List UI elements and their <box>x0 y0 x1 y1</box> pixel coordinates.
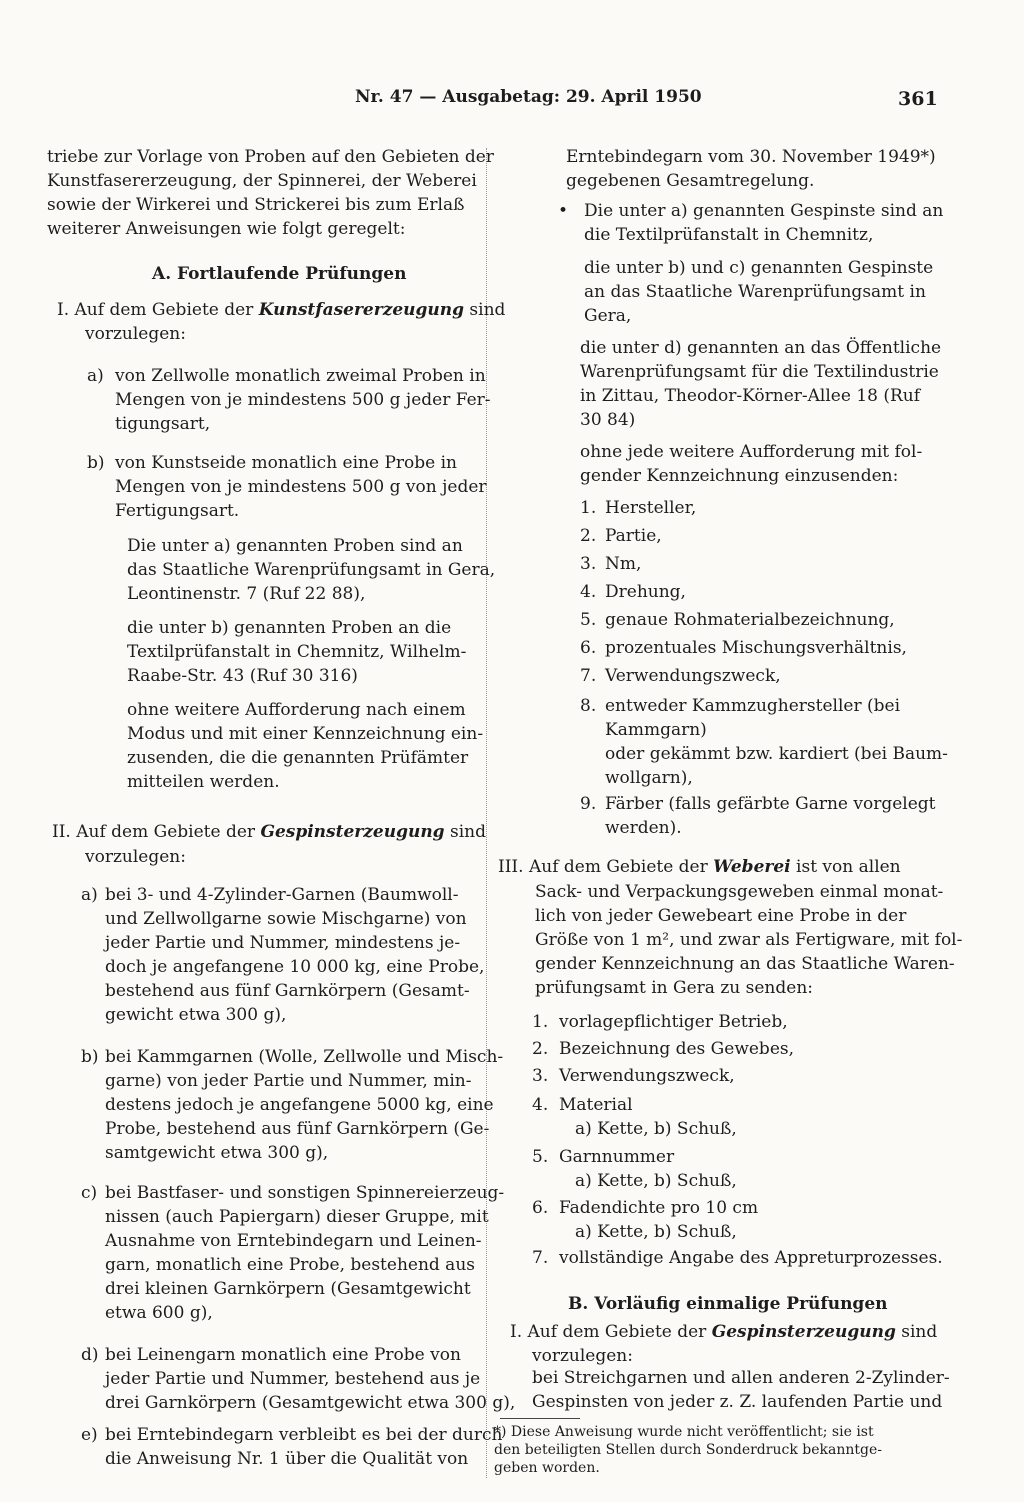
list-number: 7. <box>532 1248 549 1268</box>
item-line: drei Garnkörpern (Gesamtgewicht etwa 300 g), <box>105 1393 516 1413</box>
list-number: 6. <box>532 1198 549 1218</box>
text-run: ist von allen <box>790 857 901 877</box>
section-I-line: vorzulegen: <box>85 324 186 344</box>
para-line: das Staatliche Warenprüfungsamt in Gera, <box>127 560 496 580</box>
list-item: Garnnummer <box>559 1147 675 1167</box>
list-number: 4. <box>532 1095 549 1115</box>
para-line: Raabe-Str. 43 (Ruf 30 316) <box>127 666 358 686</box>
emphasized-term: Weberei <box>713 857 791 877</box>
item-line: garn, monatlich eine Probe, bestehend aus <box>105 1255 475 1275</box>
list-item: Drehung, <box>605 582 686 602</box>
list-item: Material <box>559 1095 633 1115</box>
item-line: destens jedoch je angefangene 5000 kg, eine <box>105 1095 494 1115</box>
list-number: 5. <box>532 1147 549 1167</box>
item-line: bei Bastfaser- und sonstigen Spinnereierzeug- <box>105 1183 505 1203</box>
para-line: ohne weitere Aufforderung nach einem <box>127 700 466 720</box>
text-run: Auf dem Gebiete der <box>76 822 261 842</box>
para-line: in Zittau, Theodor-Körner-Allee 18 (Ruf <box>580 386 921 406</box>
text-run: II. <box>52 822 77 842</box>
para-line: Gera, <box>584 306 632 326</box>
para-line: Warenprüfungsamt für die Textilindustrie <box>580 362 939 382</box>
list-number: 2. <box>580 526 597 546</box>
item-line: gewicht etwa 300 g), <box>105 1005 287 1025</box>
footnote <box>494 1423 924 1477</box>
list-item: Partie, <box>605 526 662 546</box>
item-line: jeder Partie und Nummer, mindestens je- <box>105 933 461 953</box>
item-line: samtgewicht etwa 300 g), <box>105 1143 329 1163</box>
list-item: a) Kette, b) Schuß, <box>575 1222 737 1242</box>
continuation-line: gegebenen Gesamtregelung. <box>566 171 815 191</box>
section-III-line: lich von jeder Gewebeart eine Probe in der <box>535 906 907 926</box>
bullet-mark: • <box>558 201 569 221</box>
para-line: Leontinenstr. 7 (Ruf 22 88), <box>127 584 366 604</box>
item-b-line: Fertigungsart. <box>115 501 240 521</box>
list-item: Färber (falls gefärbte Garne vorgelegt <box>605 794 936 814</box>
issue-line: Nr. 47 — Ausgabetag: 29. April 1950 <box>355 87 702 107</box>
text-run: sind <box>444 822 486 842</box>
list-item: wollgarn), <box>605 768 693 788</box>
list-number: 1. <box>580 498 597 518</box>
list-item: Verwendungszweck, <box>605 666 781 686</box>
footnote-line: geben worden. <box>494 1460 600 1476</box>
section-B-I-heading <box>510 1320 937 1344</box>
list-item: oder gekämmt bzw. kardiert (bei Baum- <box>605 744 948 764</box>
item-line: bei Kammgarnen (Wolle, Zellwolle und Misch- <box>105 1047 504 1067</box>
section-B-I-line: bei Streichgarnen und allen anderen 2-Zylinder- <box>532 1368 950 1388</box>
item-line: bei Erntebindegarn verbleibt es bei der durch <box>105 1425 503 1445</box>
item-line: etwa 600 g), <box>105 1303 213 1323</box>
item-line: nissen (auch Papiergarn) dieser Gruppe, mit <box>105 1207 489 1227</box>
list-item: Hersteller, <box>605 498 697 518</box>
section-III-heading <box>498 855 901 879</box>
section-B-I-line: Gespinsten von jeder z. Z. laufenden Partie und <box>532 1392 943 1412</box>
para-line: mitteilen werden. <box>127 772 280 792</box>
section-III-line: prüfungsamt in Gera zu senden: <box>535 978 814 998</box>
item-line: Ausnahme von Erntebindegarn und Leinen- <box>105 1231 482 1251</box>
list-item: vorlagepflichtiger Betrieb, <box>559 1012 788 1032</box>
section-III-line: Größe von 1 m², und zwar als Fertigware, mit fol- <box>535 930 963 950</box>
footnote-line: den beteiligten Stellen durch Sonderdruck bekanntge- <box>494 1442 882 1458</box>
list-number: 3. <box>532 1066 549 1086</box>
section-heading-b: B. Vorläufig einmalige Prüfungen <box>568 1294 888 1314</box>
page-header <box>0 85 1024 115</box>
text-run: Auf dem Gebiete der <box>528 857 714 877</box>
emphasized-term: Gespinsterzeugung <box>711 1322 896 1342</box>
text-run: I. <box>510 1322 528 1342</box>
item-a-line: von Zellwolle monatlich zweimal Proben in <box>115 366 486 386</box>
para-line: Modus und mit einer Kennzeichnung ein- <box>127 724 484 744</box>
para-line: an das Staatliche Warenprüfungsamt in <box>584 282 926 302</box>
item-label: b) <box>87 453 105 473</box>
list-item: genaue Rohmaterialbezeichnung, <box>605 610 895 630</box>
item-label: a) <box>87 366 104 386</box>
item-label: d) <box>81 1345 99 1365</box>
para-line: Die unter a) genannten Gespinste sind an <box>584 201 944 221</box>
section-II-line: vorzulegen: <box>85 847 186 867</box>
list-item: Kammgarn) <box>605 720 707 740</box>
intro-line: weiterer Anweisungen wie folgt geregelt: <box>47 219 406 239</box>
para-line: die unter b) genannten Proben an die <box>127 618 452 638</box>
intro-line: triebe zur Vorlage von Proben auf den Gebieten der <box>47 147 494 167</box>
item-label: e) <box>81 1425 98 1445</box>
list-number: 9. <box>580 794 597 814</box>
list-item: Nm, <box>605 554 642 574</box>
footnote-rule <box>500 1418 580 1419</box>
item-label: a) <box>81 885 98 905</box>
item-line: jeder Partie und Nummer, bestehend aus je <box>105 1369 481 1389</box>
section-III-line: Sack- und Verpackungsgeweben einmal monat- <box>535 882 944 902</box>
emphasized-term: Kunstfasererzeugung <box>258 300 465 320</box>
item-line: bestehend aus fünf Garnkörpern (Gesamt- <box>105 981 470 1001</box>
para-line: Die unter a) genannten Proben sind an <box>127 536 463 556</box>
list-item: vollständige Angabe des Appreturprozesses. <box>559 1248 943 1268</box>
item-a-line: tigungsart, <box>115 414 211 434</box>
list-item: prozentuales Mischungsverhältnis, <box>605 638 907 658</box>
footnote-line: *) Diese Anweisung wurde nicht veröffentlicht; sie ist <box>494 1424 874 1440</box>
para-line: gender Kennzeichnung einzusenden: <box>580 466 899 486</box>
section-heading-a: A. Fortlaufende Prüfungen <box>152 264 407 284</box>
text-run: sind <box>464 300 506 320</box>
section-B-I-line: vorzulegen: <box>532 1346 633 1366</box>
section-III-line: gender Kennzeichnung an das Staatliche Waren- <box>535 954 955 974</box>
page-number: 361 <box>898 88 938 110</box>
para-line: ohne jede weitere Aufforderung mit fol- <box>580 442 923 462</box>
item-line: die Anweisung Nr. 1 über die Qualität von <box>105 1449 469 1469</box>
text-run: III. <box>498 857 529 877</box>
item-line: und Zellwollgarne sowie Mischgarne) von <box>105 909 467 929</box>
text-run: I. <box>57 300 75 320</box>
item-b-line: von Kunstseide monatlich eine Probe in <box>115 453 458 473</box>
list-item: a) Kette, b) Schuß, <box>575 1171 737 1191</box>
list-number: 5. <box>580 610 597 630</box>
list-number: 6. <box>580 638 597 658</box>
section-II-heading <box>52 820 486 844</box>
list-item: entweder Kammzughersteller (bei <box>605 696 901 716</box>
item-line: Probe, bestehend aus fünf Garnkörpern (Ge- <box>105 1119 490 1139</box>
list-item: werden). <box>605 818 682 838</box>
item-label: b) <box>81 1047 99 1067</box>
list-number: 4. <box>580 582 597 602</box>
para-line: die unter d) genannten an das Öffentliche <box>580 338 942 358</box>
item-a-line: Mengen von je mindestens 500 g jeder Fer- <box>115 390 491 410</box>
emphasized-term: Gespinsterzeugung <box>260 822 445 842</box>
para-line: 30 84) <box>580 410 636 430</box>
item-line: bei 3- und 4-Zylinder-Garnen (Baumwoll- <box>105 885 459 905</box>
item-line: doch je angefangene 10 000 kg, eine Probe, <box>105 957 485 977</box>
para-line: Textilprüfanstalt in Chemnitz, Wilhelm- <box>127 642 467 662</box>
para-line: die unter b) und c) genannten Gespinste <box>584 258 934 278</box>
list-number: 2. <box>532 1039 549 1059</box>
item-b-line: Mengen von je mindestens 500 g von jeder <box>115 477 487 497</box>
continuation-line: Erntebindegarn vom 30. November 1949*) <box>566 147 936 167</box>
text-run: Auf dem Gebiete der <box>74 300 259 320</box>
intro-line: Kunstfasererzeugung, der Spinnerei, der Weberei <box>47 171 477 191</box>
item-line: garne) von jeder Partie und Nummer, min- <box>105 1071 472 1091</box>
section-I-heading <box>57 298 505 322</box>
list-item: a) Kette, b) Schuß, <box>575 1119 737 1139</box>
list-number: 7. <box>580 666 597 686</box>
list-item: Verwendungszweck, <box>559 1066 735 1086</box>
column-divider <box>486 148 487 1478</box>
list-number: 1. <box>532 1012 549 1032</box>
item-label: c) <box>81 1183 98 1203</box>
list-item: Bezeichnung des Gewebes, <box>559 1039 795 1059</box>
list-number: 8. <box>580 696 597 716</box>
para-line: zusenden, die die genannten Prüfämter <box>127 748 469 768</box>
intro-line: sowie der Wirkerei und Strickerei bis zum Erlaß <box>47 195 465 215</box>
para-line: die Textilprüfanstalt in Chemnitz, <box>584 225 874 245</box>
text-run: sind <box>895 1322 938 1342</box>
list-number: 3. <box>580 554 597 574</box>
item-line: bei Leinengarn monatlich eine Probe von <box>105 1345 461 1365</box>
text-run: Auf dem Gebiete der <box>527 1322 712 1342</box>
list-item: Fadendichte pro 10 cm <box>559 1198 759 1218</box>
item-line: drei kleinen Garnkörpern (Gesamtgewicht <box>105 1279 471 1299</box>
